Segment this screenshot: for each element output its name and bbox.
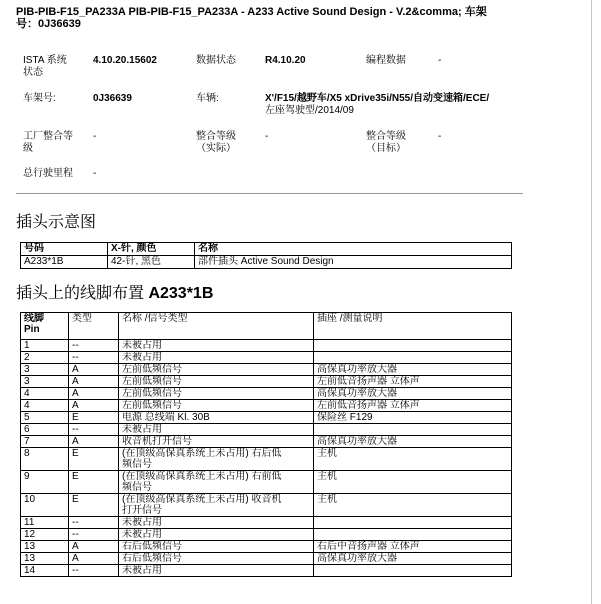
pin-number [21,376,69,388]
pin-table-row [21,553,512,565]
pin-signal-name-text: 右后低频信号 [122,553,182,564]
pin-type [69,412,119,424]
connector-table [20,242,512,269]
pin-number [21,436,69,448]
pin-signal-name [119,376,314,388]
pin-type-text: -- [72,424,79,435]
vin-label: 车架号: [23,93,56,104]
ista-label-line2: 状态 [23,67,43,78]
pin-type-text: E [72,412,79,423]
pin-measurement-note [314,565,512,577]
pin-number-text: 3 [24,376,30,387]
pin-table-row [21,376,512,388]
integration-actual-value: - [265,131,269,142]
pin-signal-name-text: 未被占用 [122,517,162,528]
pin-type-text: E [72,448,79,459]
vehicle-value-line1: X'/F15/越野车/X5 xDrive35i/N55/自动变速箱/ECE/ [265,93,490,104]
pin-table-row [21,340,512,352]
vehicle-value [265,93,523,117]
pin-type [69,436,119,448]
page-edge-divider [591,0,592,604]
factory-integration-label-line2: 级 [23,143,33,154]
pin-signal-name [119,448,314,471]
pin-number-text: 9 [24,471,30,482]
pin-header-note: 插座 /测量说明 [314,313,512,340]
pin-signal-name-text-line2: 频信号 [122,482,152,493]
pin-signal-name-text: 未被占用 [122,529,162,540]
pin-table-row [21,400,512,412]
pin-number [21,494,69,517]
pin-number-text: 8 [24,448,30,459]
mileage-label: 总行驶里程 [23,168,73,179]
pin-signal-name-text: 左前低频信号 [122,388,182,399]
connector-number: A233*1B [21,256,108,269]
pin-measurement-note [314,388,512,400]
pin-measurement-note-text: 高保真功率放大器 [317,388,397,399]
pin-signal-name [119,400,314,412]
pin-table-header-row [21,313,512,340]
pin-number-text: 1 [24,340,30,351]
pin-assignment-connector-code: A233*1B [148,285,214,302]
pin-assignment-heading [16,284,213,304]
pin-table-row [21,424,512,436]
pin-table-row [21,529,512,541]
pin-signal-name-text: 电源 总线端 Kl. 30B [122,412,210,423]
ista-label [23,55,67,79]
pin-measurement-note-text: 主机 [317,471,337,482]
pin-number [21,529,69,541]
pin-table-row [21,565,512,577]
pin-number [21,517,69,529]
integration-actual-label-line2: （实际） [196,143,236,154]
integration-target-label-line1: 整合等级 [366,131,406,142]
pin-measurement-note-text: 左前低音扬声器 立体声 [317,400,420,411]
pin-measurement-note-text: 左前低音扬声器 立体声 [317,376,420,387]
pin-number [21,412,69,424]
pin-measurement-note [314,471,512,494]
pin-type-text: -- [72,517,79,528]
ista-label-line1: ISTA 系统 [23,55,67,66]
pin-signal-name [119,424,314,436]
pin-measurement-note-text: 高保真功率放大器 [317,436,397,447]
pin-type-text: -- [72,352,79,363]
pin-type [69,388,119,400]
integration-target-value: - [438,131,442,142]
integration-target-label [366,131,406,155]
pin-number-text: 10 [24,494,36,505]
pin-table-row [21,517,512,529]
pin-type [69,448,119,471]
pin-measurement-note [314,553,512,565]
data-status-label: 数据状态 [196,55,236,66]
pin-signal-name [119,364,314,376]
pin-measurement-note-text: 高保真功率放大器 [317,553,397,564]
pin-number-text: 12 [24,529,36,540]
pin-signal-name-text: 未被占用 [122,340,162,351]
pin-signal-name-text: 未被占用 [122,565,162,576]
pin-measurement-note [314,436,512,448]
pin-type-text: E [72,471,79,482]
pin-type [69,364,119,376]
pin-signal-name-text: 未被占用 [122,424,162,435]
pin-number [21,541,69,553]
pin-type-text: A [72,364,79,375]
pin-measurement-note [314,364,512,376]
pin-signal-name [119,494,314,517]
pin-table-row [21,471,512,494]
pin-table-row [21,412,512,424]
pin-signal-name-text: 左前低频信号 [122,364,182,375]
pin-header-pin-cn: 线脚 [24,313,44,324]
pin-number-text: 13 [24,553,36,564]
pin-type [69,376,119,388]
integration-actual-label-line1: 整合等级 [196,131,236,142]
factory-integration-value: - [93,131,97,142]
pin-number-text: 3 [24,364,30,375]
pin-measurement-note-text: 主机 [317,448,337,459]
pin-table-body [21,340,512,577]
connector-diagram-heading: 插头示意图 [16,214,97,231]
pin-type [69,340,119,352]
pin-number [21,352,69,364]
pin-measurement-note [314,541,512,553]
pin-assignment-heading-text: 插头上的线脚布置 [16,285,149,302]
pin-number [21,565,69,577]
pin-signal-name-text: (在顶级高保真系统上未占用) 收音机 [122,494,282,505]
connector-table-row [21,256,512,269]
pin-measurement-note-text: 右后中音扬声器 立体声 [317,541,420,552]
pin-assignment-table [20,312,512,577]
programming-data-value: - [438,55,442,66]
pin-measurement-note-text: 高保真功率放大器 [317,364,397,375]
pin-number [21,471,69,494]
connector-pins-color: 42-针, 黑色 [108,256,195,269]
pin-type-text: A [72,436,79,447]
pin-table-row [21,494,512,517]
factory-integration-label-line1: 工厂整合等 [23,131,73,142]
pin-signal-name [119,529,314,541]
pin-number-text: 14 [24,565,36,576]
pin-signal-name [119,412,314,424]
integration-actual-label [196,131,236,155]
pin-type-text: -- [72,340,79,351]
pin-type-text: A [72,400,79,411]
connector-table-header-row [21,243,512,256]
pin-type-text: E [72,494,79,505]
pin-measurement-note [314,424,512,436]
pin-number-text: 11 [24,517,35,528]
pin-type [69,529,119,541]
pin-number-text: 2 [24,352,30,363]
pin-measurement-note [314,517,512,529]
title-line-2: 号：0J36639 [16,18,81,30]
pin-measurement-note [314,412,512,424]
pin-measurement-note [314,352,512,364]
connector-header-name: 名称 [195,243,512,256]
vehicle-value-line2: 左座驾驶型/2014/09 [265,105,354,116]
pin-number [21,400,69,412]
pin-table-row [21,541,512,553]
pin-measurement-note-text: 主机 [317,494,337,505]
pin-table-row [21,388,512,400]
pin-signal-name-text: 未被占用 [122,352,162,363]
pin-signal-name [119,436,314,448]
pin-measurement-note [314,529,512,541]
pin-number [21,448,69,471]
pin-measurement-note [314,376,512,388]
pin-signal-name [119,471,314,494]
pin-number [21,553,69,565]
pin-table-row [21,364,512,376]
connector-header-number: 号码 [21,243,108,256]
pin-number-text: 13 [24,541,36,552]
pin-type [69,494,119,517]
pin-table-row [21,448,512,471]
pin-number [21,340,69,352]
pin-measurement-note [314,340,512,352]
pin-signal-name [119,352,314,364]
pin-header-pin [21,313,69,340]
pin-header-name: 名称 /信号类型 [119,313,314,340]
pin-signal-name-text: 右后低频信号 [122,541,182,552]
pin-measurement-note-text: 保险丝 F129 [317,412,373,423]
factory-integration-label [23,131,73,155]
mileage-value: - [93,168,97,179]
connector-header-pins-color: X-针, 颜色 [108,243,195,256]
pin-table-row [21,436,512,448]
pin-number-text: 6 [24,424,30,435]
pin-number-text: 4 [24,400,30,411]
pin-signal-name-text-line2: 打开信号 [122,505,162,516]
pin-type [69,565,119,577]
pin-type-text: A [72,553,79,564]
pin-number-text: 7 [24,436,30,447]
pin-signal-name [119,541,314,553]
data-status-value: R4.10.20 [265,55,306,66]
pin-table-row [21,352,512,364]
pin-signal-name-text: 左前低频信号 [122,376,182,387]
section-divider [16,193,523,194]
pin-signal-name [119,388,314,400]
vin-value: 0J36639 [93,93,132,104]
pin-header-pin-en: Pin [24,324,40,335]
programming-data-label: 编程数据 [366,55,406,66]
pin-header-type: 类型 [69,313,119,340]
pin-type-text: -- [72,565,79,576]
pin-number-text: 4 [24,388,30,399]
pin-signal-name-text-line2: 频信号 [122,459,152,470]
pin-signal-name-text: 收音机打开信号 [122,436,192,447]
pin-type-text: A [72,376,79,387]
title-line-1: PIB-PIB-F15_PA233A PIB-PIB-F15_PA233A - A233 Active Sound Design - V.2&comma; 车架 [16,6,487,18]
document-title [16,6,516,30]
pin-measurement-note [314,400,512,412]
pin-signal-name [119,565,314,577]
pin-signal-name-text: (在顶级高保真系统上未占用) 右后低 [122,448,282,459]
vehicle-label: 车辆: [196,93,219,104]
pin-number [21,364,69,376]
pin-measurement-note [314,448,512,471]
integration-target-label-line2: （目标） [366,143,406,154]
pin-number [21,424,69,436]
pin-number-text: 5 [24,412,30,423]
pin-type [69,424,119,436]
pin-signal-name-text: 左前低频信号 [122,400,182,411]
pin-type-text: A [72,388,79,399]
pin-measurement-note [314,494,512,517]
connector-name: 部件插头 Active Sound Design [195,256,512,269]
pin-type-text: A [72,541,79,552]
pin-signal-name [119,553,314,565]
pin-type [69,541,119,553]
pin-type [69,517,119,529]
pin-type [69,352,119,364]
pin-type [69,471,119,494]
pin-signal-name [119,340,314,352]
pin-type [69,553,119,565]
pin-type-text: -- [72,529,79,540]
pin-signal-name [119,517,314,529]
pin-type [69,400,119,412]
ista-value: 4.10.20.15602 [93,55,157,66]
pin-number [21,388,69,400]
pin-signal-name-text: (在顶级高保真系统上未占用) 右前低 [122,471,282,482]
